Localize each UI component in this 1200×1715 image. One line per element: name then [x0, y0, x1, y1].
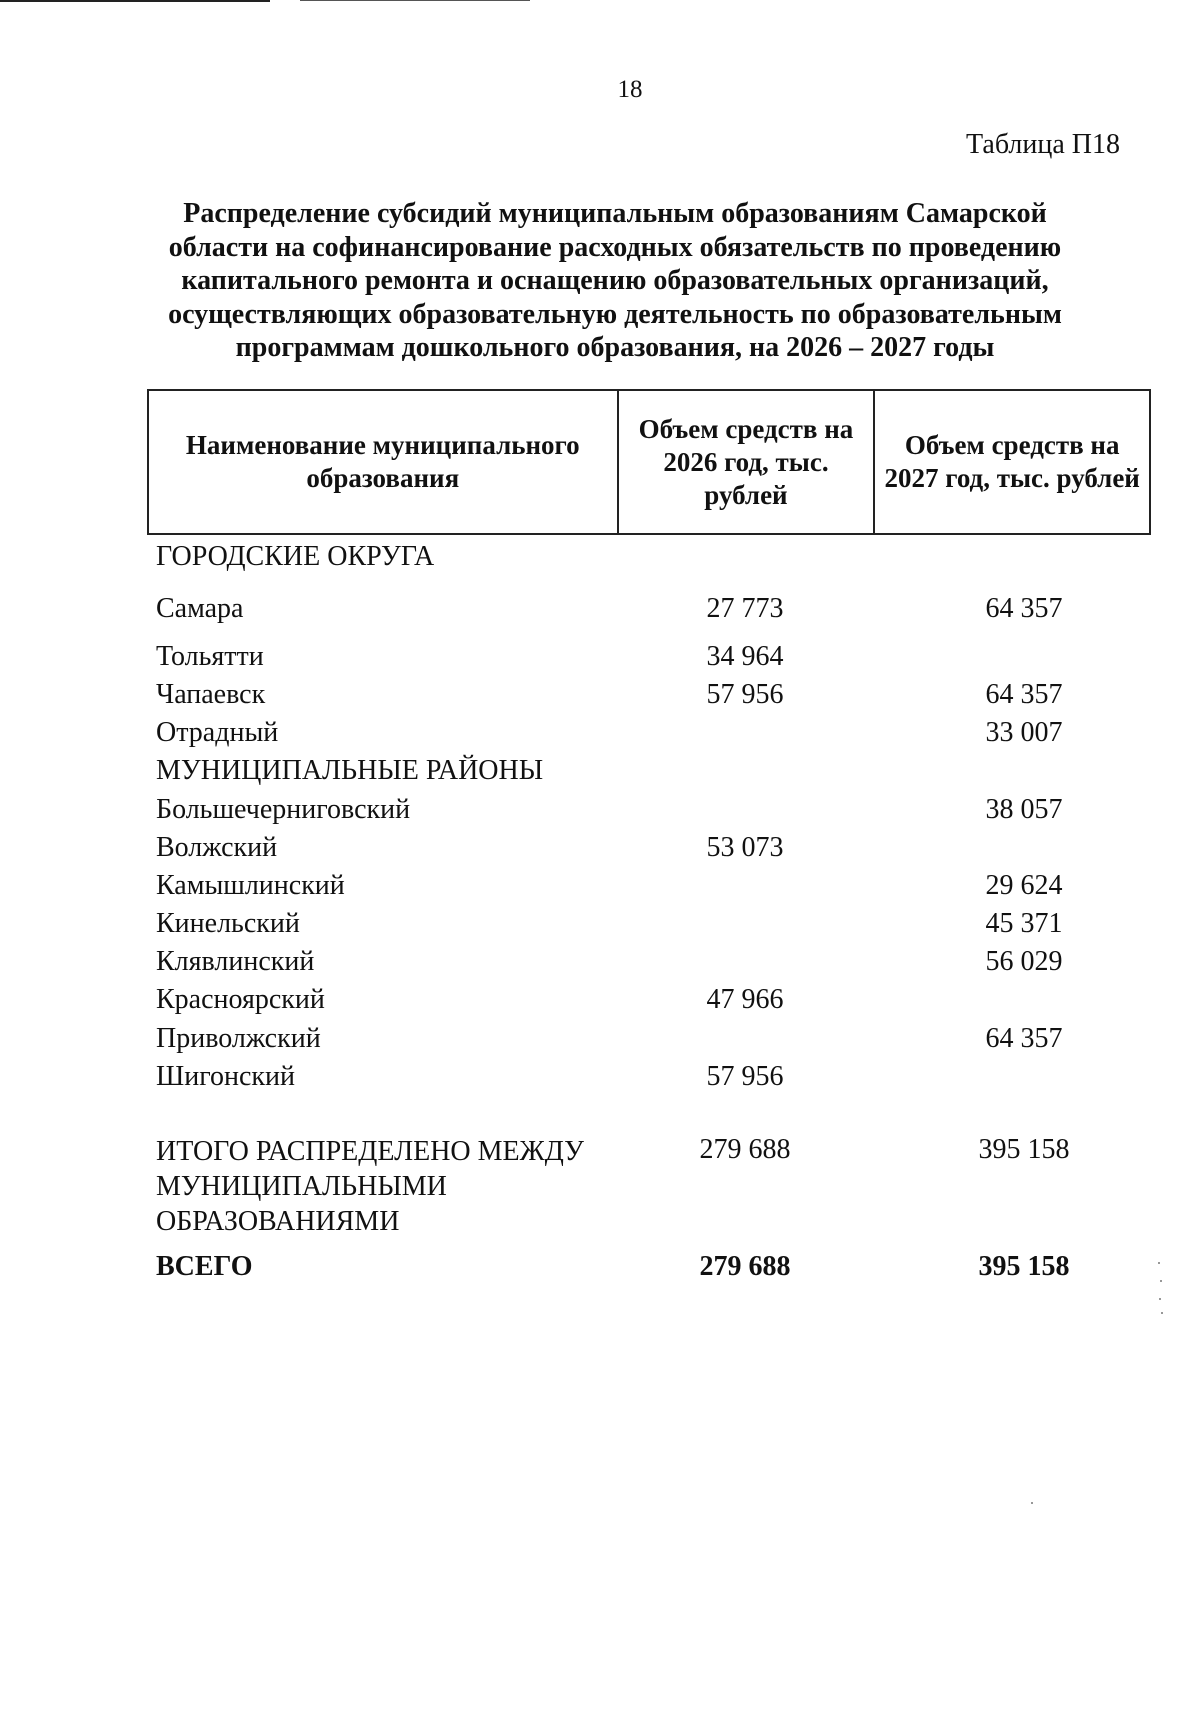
row-name: Красноярский [156, 984, 325, 1015]
row-value-2027: 64 357 [985, 593, 1063, 624]
row-value-2026: 27 773 [706, 593, 784, 624]
row-name: Приволжский [156, 1023, 321, 1054]
scan-speck [1160, 1280, 1162, 1282]
row-name: Клявлинский [156, 946, 315, 977]
row-value-2026: 53 073 [706, 832, 784, 863]
grand-total-2026: 279 688 [699, 1251, 791, 1282]
row-value-2027: 45 371 [985, 908, 1063, 939]
scan-speck [1161, 1312, 1163, 1314]
header-volume-2026: Объем средств на 2026 год, тыс. рублей [618, 390, 875, 534]
distributed-total-label: ИТОГО РАСПРЕДЕЛЕНО МЕЖДУ МУНИЦИПАЛЬНЫМИ ОБРАЗОВАНИЯМИ [156, 1136, 584, 1237]
grand-total-label: ВСЕГО [156, 1251, 253, 1282]
distributed-total-2026: 279 688 [699, 1134, 791, 1165]
row-value-2027: 64 357 [985, 1023, 1063, 1054]
scan-speck [1159, 1298, 1161, 1300]
header-volume-2027: Объем средств на 2027 год, тыс. рублей [874, 390, 1150, 534]
row-value-2026: 57 956 [706, 1061, 784, 1092]
row-value-2026: 57 956 [706, 679, 784, 710]
row-value-2027: 33 007 [985, 717, 1063, 748]
row-value-2026: 34 964 [706, 641, 784, 672]
scan-edge-line [300, 0, 530, 1]
scan-speck [1158, 1262, 1160, 1264]
row-name: Камышлинский [156, 870, 345, 901]
table-label: Таблица П18 [966, 129, 1120, 160]
row-value-2027: 56 029 [985, 946, 1063, 977]
row-name: Большечерниговский [156, 794, 411, 825]
row-name: Тольятти [156, 641, 264, 672]
document-title: Распределение субсидий муниципальным образованиям Самарской области на софинансирование расходных обязательств по проведению капитального ремонта и оснащению образовательных организаций, осуществляющих образовательную деятельность по образовательным программам дошкольного образования, на 2026 – 2027 годы [168, 198, 1062, 363]
section-label: МУНИЦИПАЛЬНЫЕ РАЙОНЫ [156, 755, 544, 786]
section-label: ГОРОДСКИЕ ОКРУГА [156, 541, 435, 572]
row-value-2027: 64 357 [985, 679, 1063, 710]
row-name: Волжский [156, 832, 278, 863]
grand-total-2027: 395 158 [978, 1251, 1070, 1282]
row-name: Шигонский [156, 1061, 296, 1092]
scan-speck [1031, 1502, 1033, 1504]
row-value-2026: 47 966 [706, 984, 784, 1015]
distributed-total-2027: 395 158 [978, 1134, 1070, 1165]
row-name: Самара [156, 593, 244, 624]
row-name: Чапаевск [156, 679, 266, 710]
table-header [147, 389, 1151, 535]
scan-edge-line [0, 0, 270, 2]
row-value-2027: 29 624 [985, 870, 1063, 901]
row-name: Отрадный [156, 717, 279, 748]
header-municipality-name: Наименование муниципального образования [148, 390, 618, 534]
row-name: Кинельский [156, 908, 300, 939]
page-number: 18 [617, 76, 643, 103]
row-value-2027: 38 057 [985, 794, 1063, 825]
